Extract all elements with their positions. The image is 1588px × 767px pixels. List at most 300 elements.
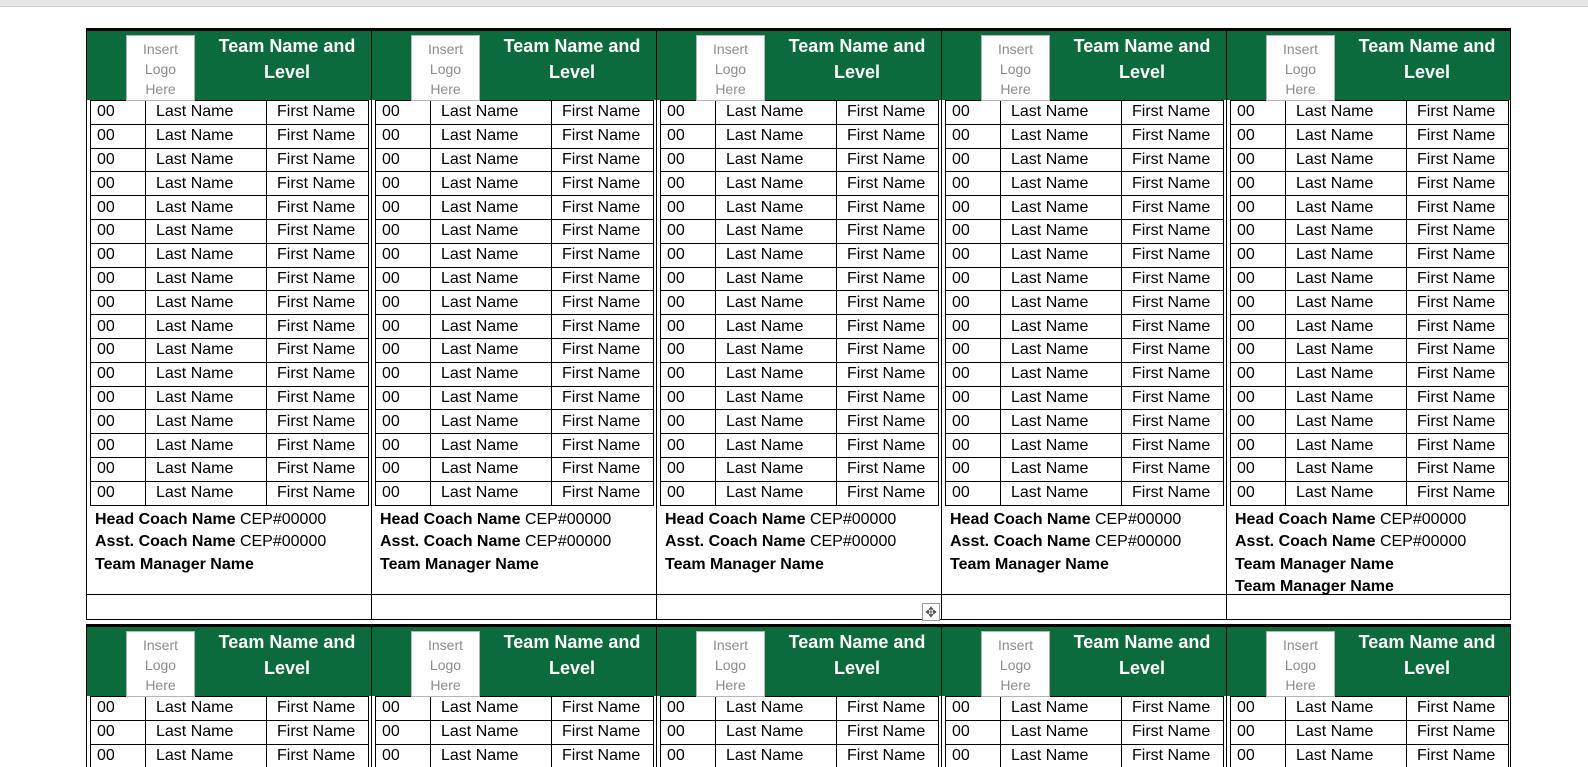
player-number-cell[interactable]: 00 (661, 457, 716, 481)
player-number-cell[interactable]: 00 (91, 243, 146, 267)
last-name-cell[interactable]: Last Name (146, 697, 267, 721)
last-name-cell[interactable]: Last Name (716, 434, 837, 458)
last-name-cell[interactable]: Last Name (1001, 291, 1122, 315)
last-name-cell[interactable]: Last Name (1286, 338, 1407, 362)
first-name-cell[interactable]: First Name (837, 386, 939, 410)
first-name-cell[interactable]: First Name (552, 148, 654, 172)
last-name-cell[interactable]: Last Name (716, 362, 837, 386)
last-name-cell[interactable]: Last Name (716, 172, 837, 196)
player-number-cell[interactable]: 00 (376, 697, 431, 721)
player-number-cell[interactable]: 00 (661, 720, 716, 744)
last-name-cell[interactable]: Last Name (716, 196, 837, 220)
first-name-cell[interactable]: First Name (837, 101, 939, 125)
player-number-cell[interactable]: 00 (376, 124, 431, 148)
last-name-cell[interactable]: Last Name (716, 410, 837, 434)
first-name-cell[interactable]: First Name (837, 219, 939, 243)
last-name-cell[interactable]: Last Name (431, 243, 552, 267)
player-number-cell[interactable]: 00 (376, 101, 431, 125)
first-name-cell[interactable]: First Name (267, 172, 369, 196)
first-name-cell[interactable]: First Name (267, 434, 369, 458)
team-title[interactable] (1345, 629, 1509, 681)
first-name-cell[interactable]: First Name (267, 315, 369, 339)
first-name-cell[interactable]: First Name (1122, 338, 1224, 362)
logo-placeholder[interactable] (126, 631, 195, 697)
last-name-cell[interactable]: Last Name (431, 481, 552, 505)
last-name-cell[interactable]: Last Name (716, 267, 837, 291)
first-name-cell[interactable]: First Name (1122, 148, 1224, 172)
first-name-cell[interactable]: First Name (267, 243, 369, 267)
last-name-cell[interactable]: Last Name (1001, 267, 1122, 291)
logo-placeholder[interactable] (126, 35, 195, 101)
first-name-cell[interactable]: First Name (552, 219, 654, 243)
staff-line[interactable] (95, 531, 371, 554)
first-name-cell[interactable]: First Name (837, 291, 939, 315)
player-number-cell[interactable]: 00 (1231, 410, 1286, 434)
logo-placeholder[interactable] (981, 35, 1050, 101)
first-name-cell[interactable]: First Name (837, 243, 939, 267)
first-name-cell[interactable]: First Name (267, 744, 369, 767)
player-number-cell[interactable]: 00 (376, 291, 431, 315)
player-number-cell[interactable]: 00 (661, 434, 716, 458)
player-number-cell[interactable]: 00 (91, 410, 146, 434)
first-name-cell[interactable]: First Name (267, 338, 369, 362)
first-name-cell[interactable]: First Name (1122, 101, 1224, 125)
last-name-cell[interactable]: Last Name (1001, 434, 1122, 458)
logo-placeholder[interactable] (411, 631, 480, 697)
team-title[interactable] (1060, 629, 1224, 681)
first-name-cell[interactable]: First Name (1122, 434, 1224, 458)
last-name-cell[interactable]: Last Name (1286, 720, 1407, 744)
last-name-cell[interactable]: Last Name (146, 338, 267, 362)
staff-line[interactable] (1235, 509, 1510, 532)
team-title[interactable] (490, 33, 654, 85)
first-name-cell[interactable]: First Name (267, 219, 369, 243)
first-name-cell[interactable]: First Name (552, 291, 654, 315)
player-number-cell[interactable]: 00 (376, 744, 431, 767)
player-number-cell[interactable]: 00 (661, 148, 716, 172)
player-number-cell[interactable]: 00 (91, 434, 146, 458)
last-name-cell[interactable]: Last Name (431, 338, 552, 362)
player-number-cell[interactable]: 00 (376, 720, 431, 744)
last-name-cell[interactable]: Last Name (1001, 101, 1122, 125)
last-name-cell[interactable]: Last Name (1286, 410, 1407, 434)
last-name-cell[interactable]: Last Name (146, 315, 267, 339)
first-name-cell[interactable]: First Name (837, 196, 939, 220)
player-number-cell[interactable]: 00 (946, 434, 1001, 458)
last-name-cell[interactable]: Last Name (1001, 219, 1122, 243)
player-number-cell[interactable]: 00 (661, 291, 716, 315)
player-number-cell[interactable]: 00 (661, 196, 716, 220)
player-number-cell[interactable]: 00 (376, 338, 431, 362)
player-number-cell[interactable]: 00 (91, 291, 146, 315)
team-title[interactable] (775, 33, 939, 85)
last-name-cell[interactable]: Last Name (716, 720, 837, 744)
first-name-cell[interactable]: First Name (1407, 720, 1509, 744)
player-number-cell[interactable]: 00 (946, 720, 1001, 744)
first-name-cell[interactable]: First Name (267, 481, 369, 505)
first-name-cell[interactable]: First Name (837, 457, 939, 481)
first-name-cell[interactable]: First Name (267, 124, 369, 148)
last-name-cell[interactable]: Last Name (716, 219, 837, 243)
staff-line[interactable] (1235, 554, 1510, 577)
last-name-cell[interactable]: Last Name (146, 124, 267, 148)
last-name-cell[interactable]: Last Name (1001, 481, 1122, 505)
last-name-cell[interactable]: Last Name (1001, 386, 1122, 410)
first-name-cell[interactable]: First Name (837, 267, 939, 291)
last-name-cell[interactable]: Last Name (1001, 720, 1122, 744)
first-name-cell[interactable]: First Name (267, 196, 369, 220)
player-number-cell[interactable]: 00 (661, 410, 716, 434)
first-name-cell[interactable]: First Name (1407, 291, 1509, 315)
last-name-cell[interactable]: Last Name (716, 386, 837, 410)
first-name-cell[interactable]: First Name (552, 434, 654, 458)
last-name-cell[interactable]: Last Name (1286, 148, 1407, 172)
player-number-cell[interactable]: 00 (91, 338, 146, 362)
first-name-cell[interactable]: First Name (552, 386, 654, 410)
last-name-cell[interactable]: Last Name (146, 267, 267, 291)
last-name-cell[interactable]: Last Name (1001, 362, 1122, 386)
first-name-cell[interactable]: First Name (1122, 410, 1224, 434)
first-name-cell[interactable]: First Name (837, 362, 939, 386)
last-name-cell[interactable]: Last Name (146, 196, 267, 220)
player-number-cell[interactable]: 00 (376, 457, 431, 481)
first-name-cell[interactable]: First Name (267, 457, 369, 481)
last-name-cell[interactable]: Last Name (146, 744, 267, 767)
last-name-cell[interactable]: Last Name (431, 315, 552, 339)
last-name-cell[interactable]: Last Name (1001, 410, 1122, 434)
player-number-cell[interactable]: 00 (661, 243, 716, 267)
last-name-cell[interactable]: Last Name (1286, 101, 1407, 125)
player-number-cell[interactable]: 00 (376, 315, 431, 339)
player-number-cell[interactable]: 00 (946, 124, 1001, 148)
last-name-cell[interactable]: Last Name (1001, 124, 1122, 148)
first-name-cell[interactable]: First Name (1122, 196, 1224, 220)
last-name-cell[interactable]: Last Name (716, 338, 837, 362)
player-number-cell[interactable]: 00 (91, 362, 146, 386)
player-number-cell[interactable]: 00 (946, 101, 1001, 125)
last-name-cell[interactable]: Last Name (716, 148, 837, 172)
last-name-cell[interactable]: Last Name (1286, 291, 1407, 315)
staff-line[interactable] (95, 509, 371, 532)
first-name-cell[interactable]: First Name (1407, 101, 1509, 125)
player-number-cell[interactable]: 00 (661, 267, 716, 291)
last-name-cell[interactable]: Last Name (431, 267, 552, 291)
first-name-cell[interactable]: First Name (1407, 434, 1509, 458)
player-number-cell[interactable]: 00 (376, 386, 431, 410)
last-name-cell[interactable]: Last Name (1001, 315, 1122, 339)
last-name-cell[interactable]: Last Name (716, 744, 837, 767)
last-name-cell[interactable]: Last Name (431, 196, 552, 220)
first-name-cell[interactable]: First Name (1407, 697, 1509, 721)
player-number-cell[interactable]: 00 (91, 219, 146, 243)
last-name-cell[interactable]: Last Name (146, 386, 267, 410)
player-number-cell[interactable]: 00 (376, 243, 431, 267)
player-number-cell[interactable]: 00 (1231, 315, 1286, 339)
player-number-cell[interactable]: 00 (661, 338, 716, 362)
last-name-cell[interactable]: Last Name (1001, 457, 1122, 481)
first-name-cell[interactable]: First Name (1122, 362, 1224, 386)
last-name-cell[interactable]: Last Name (431, 697, 552, 721)
player-number-cell[interactable]: 00 (1231, 172, 1286, 196)
first-name-cell[interactable]: First Name (1407, 410, 1509, 434)
staff-line[interactable] (1235, 531, 1510, 554)
last-name-cell[interactable]: Last Name (431, 291, 552, 315)
player-number-cell[interactable]: 00 (1231, 697, 1286, 721)
first-name-cell[interactable]: First Name (1122, 386, 1224, 410)
player-number-cell[interactable]: 00 (376, 148, 431, 172)
first-name-cell[interactable]: First Name (837, 172, 939, 196)
first-name-cell[interactable]: First Name (552, 101, 654, 125)
first-name-cell[interactable]: First Name (1407, 386, 1509, 410)
player-number-cell[interactable]: 00 (91, 744, 146, 767)
last-name-cell[interactable]: Last Name (716, 697, 837, 721)
last-name-cell[interactable]: Last Name (146, 481, 267, 505)
last-name-cell[interactable]: Last Name (431, 124, 552, 148)
player-number-cell[interactable]: 00 (91, 172, 146, 196)
first-name-cell[interactable]: First Name (1407, 243, 1509, 267)
player-number-cell[interactable]: 00 (946, 148, 1001, 172)
player-number-cell[interactable]: 00 (946, 267, 1001, 291)
player-number-cell[interactable]: 00 (1231, 267, 1286, 291)
player-number-cell[interactable]: 00 (661, 219, 716, 243)
first-name-cell[interactable]: First Name (552, 267, 654, 291)
last-name-cell[interactable]: Last Name (1286, 315, 1407, 339)
first-name-cell[interactable]: First Name (1407, 315, 1509, 339)
player-number-cell[interactable]: 00 (91, 457, 146, 481)
staff-line[interactable] (950, 554, 1226, 577)
first-name-cell[interactable]: First Name (552, 744, 654, 767)
last-name-cell[interactable]: Last Name (716, 291, 837, 315)
logo-placeholder[interactable] (696, 35, 765, 101)
logo-placeholder[interactable] (411, 35, 480, 101)
player-number-cell[interactable]: 00 (661, 386, 716, 410)
first-name-cell[interactable]: First Name (267, 148, 369, 172)
player-number-cell[interactable]: 00 (376, 219, 431, 243)
logo-placeholder[interactable] (1266, 631, 1335, 697)
first-name-cell[interactable]: First Name (1407, 219, 1509, 243)
player-number-cell[interactable]: 00 (91, 481, 146, 505)
first-name-cell[interactable]: First Name (1122, 457, 1224, 481)
first-name-cell[interactable]: First Name (1407, 148, 1509, 172)
first-name-cell[interactable]: First Name (1407, 196, 1509, 220)
last-name-cell[interactable]: Last Name (146, 720, 267, 744)
first-name-cell[interactable]: First Name (1407, 457, 1509, 481)
first-name-cell[interactable]: First Name (267, 267, 369, 291)
player-number-cell[interactable]: 00 (376, 172, 431, 196)
staff-line[interactable] (380, 531, 656, 554)
team-title[interactable] (1345, 33, 1509, 85)
first-name-cell[interactable]: First Name (837, 434, 939, 458)
player-number-cell[interactable]: 00 (1231, 291, 1286, 315)
player-number-cell[interactable]: 00 (1231, 219, 1286, 243)
last-name-cell[interactable]: Last Name (431, 219, 552, 243)
staff-line[interactable] (950, 509, 1226, 532)
last-name-cell[interactable]: Last Name (146, 101, 267, 125)
first-name-cell[interactable]: First Name (267, 697, 369, 721)
first-name-cell[interactable]: First Name (1407, 124, 1509, 148)
last-name-cell[interactable]: Last Name (1286, 744, 1407, 767)
staff-line[interactable] (950, 531, 1226, 554)
last-name-cell[interactable]: Last Name (146, 243, 267, 267)
player-number-cell[interactable]: 00 (1231, 744, 1286, 767)
first-name-cell[interactable]: First Name (837, 410, 939, 434)
player-number-cell[interactable]: 00 (946, 362, 1001, 386)
first-name-cell[interactable]: First Name (267, 101, 369, 125)
first-name-cell[interactable]: First Name (267, 720, 369, 744)
first-name-cell[interactable]: First Name (1407, 172, 1509, 196)
last-name-cell[interactable]: Last Name (431, 148, 552, 172)
first-name-cell[interactable]: First Name (837, 124, 939, 148)
player-number-cell[interactable]: 00 (376, 481, 431, 505)
first-name-cell[interactable]: First Name (1407, 338, 1509, 362)
player-number-cell[interactable]: 00 (946, 481, 1001, 505)
last-name-cell[interactable]: Last Name (146, 457, 267, 481)
first-name-cell[interactable]: First Name (552, 457, 654, 481)
player-number-cell[interactable]: 00 (376, 434, 431, 458)
last-name-cell[interactable]: Last Name (1286, 481, 1407, 505)
player-number-cell[interactable]: 00 (1231, 243, 1286, 267)
player-number-cell[interactable]: 00 (1231, 196, 1286, 220)
player-number-cell[interactable]: 00 (1231, 338, 1286, 362)
last-name-cell[interactable]: Last Name (1286, 386, 1407, 410)
last-name-cell[interactable]: Last Name (146, 362, 267, 386)
last-name-cell[interactable]: Last Name (1286, 434, 1407, 458)
player-number-cell[interactable]: 00 (1231, 434, 1286, 458)
player-number-cell[interactable]: 00 (946, 338, 1001, 362)
team-title[interactable] (205, 33, 369, 85)
first-name-cell[interactable]: First Name (1122, 172, 1224, 196)
first-name-cell[interactable]: First Name (837, 338, 939, 362)
player-number-cell[interactable]: 00 (946, 410, 1001, 434)
first-name-cell[interactable]: First Name (552, 720, 654, 744)
player-number-cell[interactable]: 00 (91, 124, 146, 148)
staff-line[interactable] (380, 554, 656, 577)
player-number-cell[interactable]: 00 (376, 267, 431, 291)
player-number-cell[interactable]: 00 (376, 362, 431, 386)
player-number-cell[interactable]: 00 (376, 410, 431, 434)
staff-line[interactable] (665, 509, 941, 532)
last-name-cell[interactable]: Last Name (1286, 219, 1407, 243)
player-number-cell[interactable]: 00 (91, 196, 146, 220)
last-name-cell[interactable]: Last Name (146, 219, 267, 243)
last-name-cell[interactable]: Last Name (1001, 196, 1122, 220)
last-name-cell[interactable]: Last Name (1286, 124, 1407, 148)
player-number-cell[interactable]: 00 (661, 101, 716, 125)
last-name-cell[interactable]: Last Name (431, 434, 552, 458)
last-name-cell[interactable]: Last Name (1001, 697, 1122, 721)
last-name-cell[interactable]: Last Name (1286, 172, 1407, 196)
first-name-cell[interactable]: First Name (552, 243, 654, 267)
player-number-cell[interactable]: 00 (946, 243, 1001, 267)
staff-line[interactable] (665, 554, 941, 577)
first-name-cell[interactable]: First Name (1122, 219, 1224, 243)
last-name-cell[interactable]: Last Name (1001, 243, 1122, 267)
first-name-cell[interactable]: First Name (1122, 243, 1224, 267)
player-number-cell[interactable]: 00 (946, 315, 1001, 339)
player-number-cell[interactable]: 00 (661, 315, 716, 339)
logo-placeholder[interactable] (696, 631, 765, 697)
first-name-cell[interactable]: First Name (267, 386, 369, 410)
last-name-cell[interactable]: Last Name (716, 101, 837, 125)
logo-placeholder[interactable] (1266, 35, 1335, 101)
first-name-cell[interactable]: First Name (837, 481, 939, 505)
player-number-cell[interactable]: 00 (91, 697, 146, 721)
first-name-cell[interactable]: First Name (1122, 124, 1224, 148)
player-number-cell[interactable]: 00 (91, 720, 146, 744)
first-name-cell[interactable]: First Name (837, 148, 939, 172)
team-title[interactable] (775, 629, 939, 681)
last-name-cell[interactable]: Last Name (146, 410, 267, 434)
first-name-cell[interactable]: First Name (1122, 697, 1224, 721)
first-name-cell[interactable]: First Name (267, 410, 369, 434)
player-number-cell[interactable]: 00 (91, 315, 146, 339)
last-name-cell[interactable]: Last Name (1286, 243, 1407, 267)
first-name-cell[interactable]: First Name (552, 338, 654, 362)
first-name-cell[interactable]: First Name (552, 196, 654, 220)
last-name-cell[interactable]: Last Name (716, 124, 837, 148)
last-name-cell[interactable]: Last Name (1286, 697, 1407, 721)
last-name-cell[interactable]: Last Name (431, 101, 552, 125)
player-number-cell[interactable]: 00 (1231, 720, 1286, 744)
last-name-cell[interactable]: Last Name (431, 410, 552, 434)
player-number-cell[interactable]: 00 (661, 481, 716, 505)
first-name-cell[interactable]: First Name (837, 720, 939, 744)
staff-line[interactable] (665, 531, 941, 554)
player-number-cell[interactable]: 00 (946, 219, 1001, 243)
player-number-cell[interactable]: 00 (1231, 362, 1286, 386)
team-title[interactable] (1060, 33, 1224, 85)
last-name-cell[interactable]: Last Name (716, 457, 837, 481)
last-name-cell[interactable]: Last Name (716, 481, 837, 505)
first-name-cell[interactable]: First Name (1122, 291, 1224, 315)
first-name-cell[interactable]: First Name (837, 315, 939, 339)
first-name-cell[interactable]: First Name (1407, 481, 1509, 505)
player-number-cell[interactable]: 00 (1231, 124, 1286, 148)
first-name-cell[interactable]: First Name (837, 697, 939, 721)
player-number-cell[interactable]: 00 (91, 101, 146, 125)
logo-placeholder[interactable] (981, 631, 1050, 697)
player-number-cell[interactable]: 00 (946, 172, 1001, 196)
player-number-cell[interactable]: 00 (1231, 386, 1286, 410)
player-number-cell[interactable]: 00 (661, 744, 716, 767)
last-name-cell[interactable]: Last Name (1001, 744, 1122, 767)
last-name-cell[interactable]: Last Name (716, 243, 837, 267)
last-name-cell[interactable]: Last Name (1001, 148, 1122, 172)
first-name-cell[interactable]: First Name (1407, 267, 1509, 291)
last-name-cell[interactable]: Last Name (1286, 362, 1407, 386)
player-number-cell[interactable]: 00 (946, 697, 1001, 721)
player-number-cell[interactable]: 00 (946, 196, 1001, 220)
first-name-cell[interactable]: First Name (552, 315, 654, 339)
last-name-cell[interactable]: Last Name (146, 172, 267, 196)
first-name-cell[interactable]: First Name (837, 744, 939, 767)
first-name-cell[interactable]: First Name (1122, 267, 1224, 291)
last-name-cell[interactable]: Last Name (431, 457, 552, 481)
last-name-cell[interactable]: Last Name (431, 386, 552, 410)
team-title[interactable] (205, 629, 369, 681)
last-name-cell[interactable]: Last Name (431, 720, 552, 744)
last-name-cell[interactable]: Last Name (1001, 172, 1122, 196)
last-name-cell[interactable]: Last Name (431, 172, 552, 196)
first-name-cell[interactable]: First Name (552, 410, 654, 434)
player-number-cell[interactable]: 00 (661, 362, 716, 386)
first-name-cell[interactable]: First Name (1122, 315, 1224, 339)
first-name-cell[interactable]: First Name (552, 481, 654, 505)
first-name-cell[interactable]: First Name (552, 172, 654, 196)
last-name-cell[interactable]: Last Name (146, 291, 267, 315)
team-title[interactable] (490, 629, 654, 681)
player-number-cell[interactable]: 00 (661, 697, 716, 721)
